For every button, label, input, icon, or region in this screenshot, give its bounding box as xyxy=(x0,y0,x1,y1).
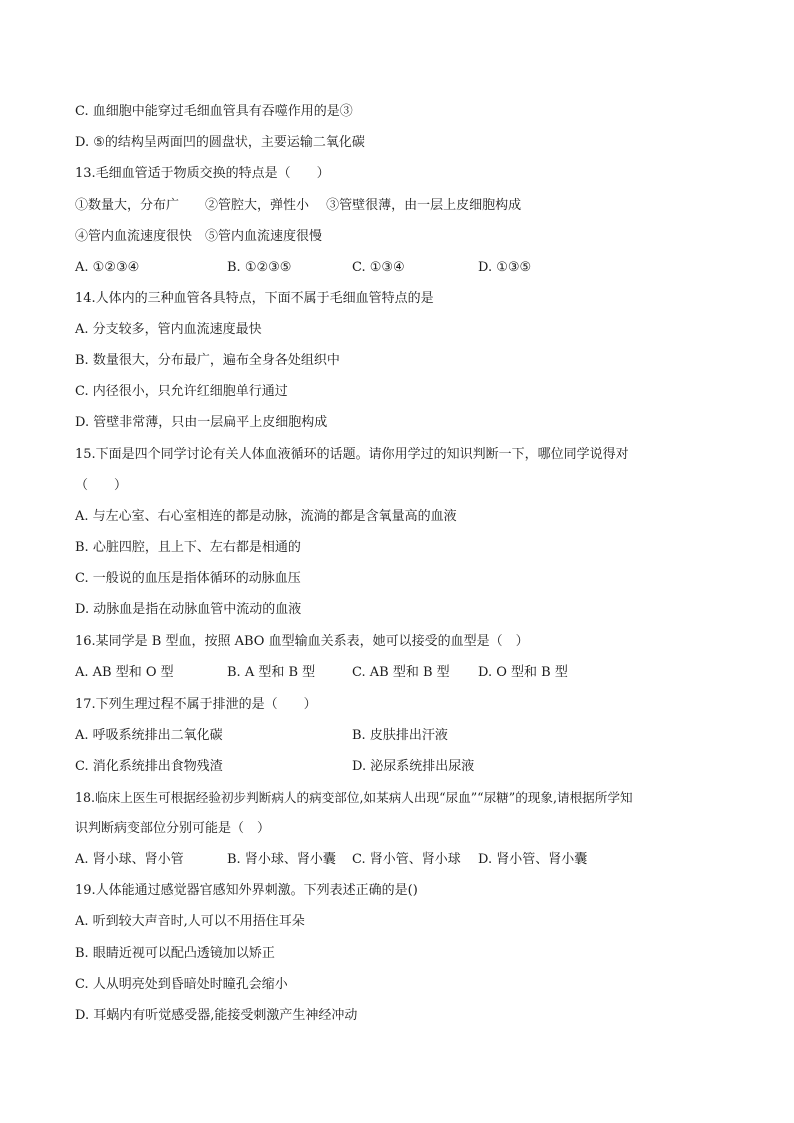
q15-option-d: D. 动脉血是指在动脉血管中流动的血液 xyxy=(75,602,302,617)
q19-option-c: C. 人从明亮处到昏暗处时瞳孔会缩小 xyxy=(75,977,288,992)
q15-option-a: A. 与左心室、右心室相连的都是动脉，流淌的都是含氧量高的血液 xyxy=(75,509,457,524)
q13-features-line1: ①数量大，分布广 ②管腔大，弹性小 ③管壁很薄，由一层上皮细胞构成 xyxy=(75,198,522,213)
q15-stem-continued: （ ） xyxy=(75,478,128,493)
q13-stem: 13.毛细血管适于物质交换的特点是（ ） xyxy=(75,166,330,181)
q18-stem-continued: 识判断病变部位分别可能是（ ） xyxy=(75,821,271,836)
q14-option-a: A. 分支较多，管内血流速度最快 xyxy=(75,322,262,337)
q18-option-a: A. 肾小球、肾小管 xyxy=(75,852,184,867)
q16-stem: 16.某同学是 B 型血，按照 ABO 血型输血关系表，她可以接受的血型是（ ） xyxy=(75,634,529,649)
q16-option-a: A. AB 型和 O 型 xyxy=(75,665,174,680)
q14-option-c: C. 内径很小，只允许红细胞单行通过 xyxy=(75,384,288,399)
q19-option-b: B. 眼睛近视可以配凸透镜加以矫正 xyxy=(75,946,275,961)
q19-option-a: A. 听到较大声音时,人可以不用捂住耳朵 xyxy=(75,914,305,929)
q19-option-d: D. 耳蜗内有听觉感受器,能接受刺激产生神经冲动 xyxy=(75,1008,358,1023)
q17-option-a: A. 呼吸系统排出二氧化碳 xyxy=(75,728,223,743)
q13-option-d: D. ①③⑤ xyxy=(478,260,532,275)
q16-option-d: D. O 型和 B 型 xyxy=(478,665,568,680)
q17-option-b: B. 皮肤排出汗液 xyxy=(352,728,448,743)
q16-option-c: C. AB 型和 B 型 xyxy=(352,665,450,680)
q14-option-d: D. 管壁非常薄，只由一层扁平上皮细胞构成 xyxy=(75,415,328,430)
q18-stem: 18.临床上医生可根据经验初步判断病人的病变部位,如某病人出现“尿血”“尿糖”的现象,请根据所学知 xyxy=(75,790,633,805)
q17-stem: 17.下列生理过程不属于排泄的是（ ） xyxy=(75,697,317,712)
q15-stem: 15.下面是四个同学讨论有关人体血液循环的话题。请你用学过的知识判断一下，哪位同学说得对 xyxy=(75,447,629,462)
q15-option-b: B. 心脏四腔，且上下、左右都是相通的 xyxy=(75,540,301,555)
q17-option-c: C. 消化系统排出食物残渣 xyxy=(75,759,223,774)
q13-option-b: B. ①②③⑤ xyxy=(227,260,292,275)
q18-option-d: D. 肾小管、肾小囊 xyxy=(478,852,588,867)
q19-stem: 19.人体能通过感觉器官感知外界刺激。下列表述正确的是() xyxy=(75,883,418,898)
q14-stem: 14.人体内的三种血管各具特点，下面不属于毛细血管特点的是 xyxy=(75,291,434,306)
q18-option-b: B. 肾小球、肾小囊 xyxy=(227,852,336,867)
q15-option-c: C. 一般说的血压是指体循环的动脉血压 xyxy=(75,571,301,586)
q14-option-b: B. 数量很大，分布最广，遍布全身各处组织中 xyxy=(75,353,340,368)
q13-option-a: A. ①②③④ xyxy=(75,260,140,275)
q12-option-c: C. 血细胞中能穿过毛细血管具有吞噬作用的是③ xyxy=(75,104,353,119)
q17-option-d: D. 泌尿系统排出尿液 xyxy=(352,759,475,774)
q18-option-c: C. 肾小管、肾小球 xyxy=(352,852,461,867)
q13-option-c: C. ①③④ xyxy=(352,260,405,275)
q12-option-d: D. ⑤的结构呈两面凹的圆盘状，主要运输二氧化碳 xyxy=(75,135,365,150)
q13-features-line2: ④管内血流速度很快 ⑤管内血流速度很慢 xyxy=(75,229,323,244)
q16-option-b: B. A 型和 B 型 xyxy=(227,665,316,680)
